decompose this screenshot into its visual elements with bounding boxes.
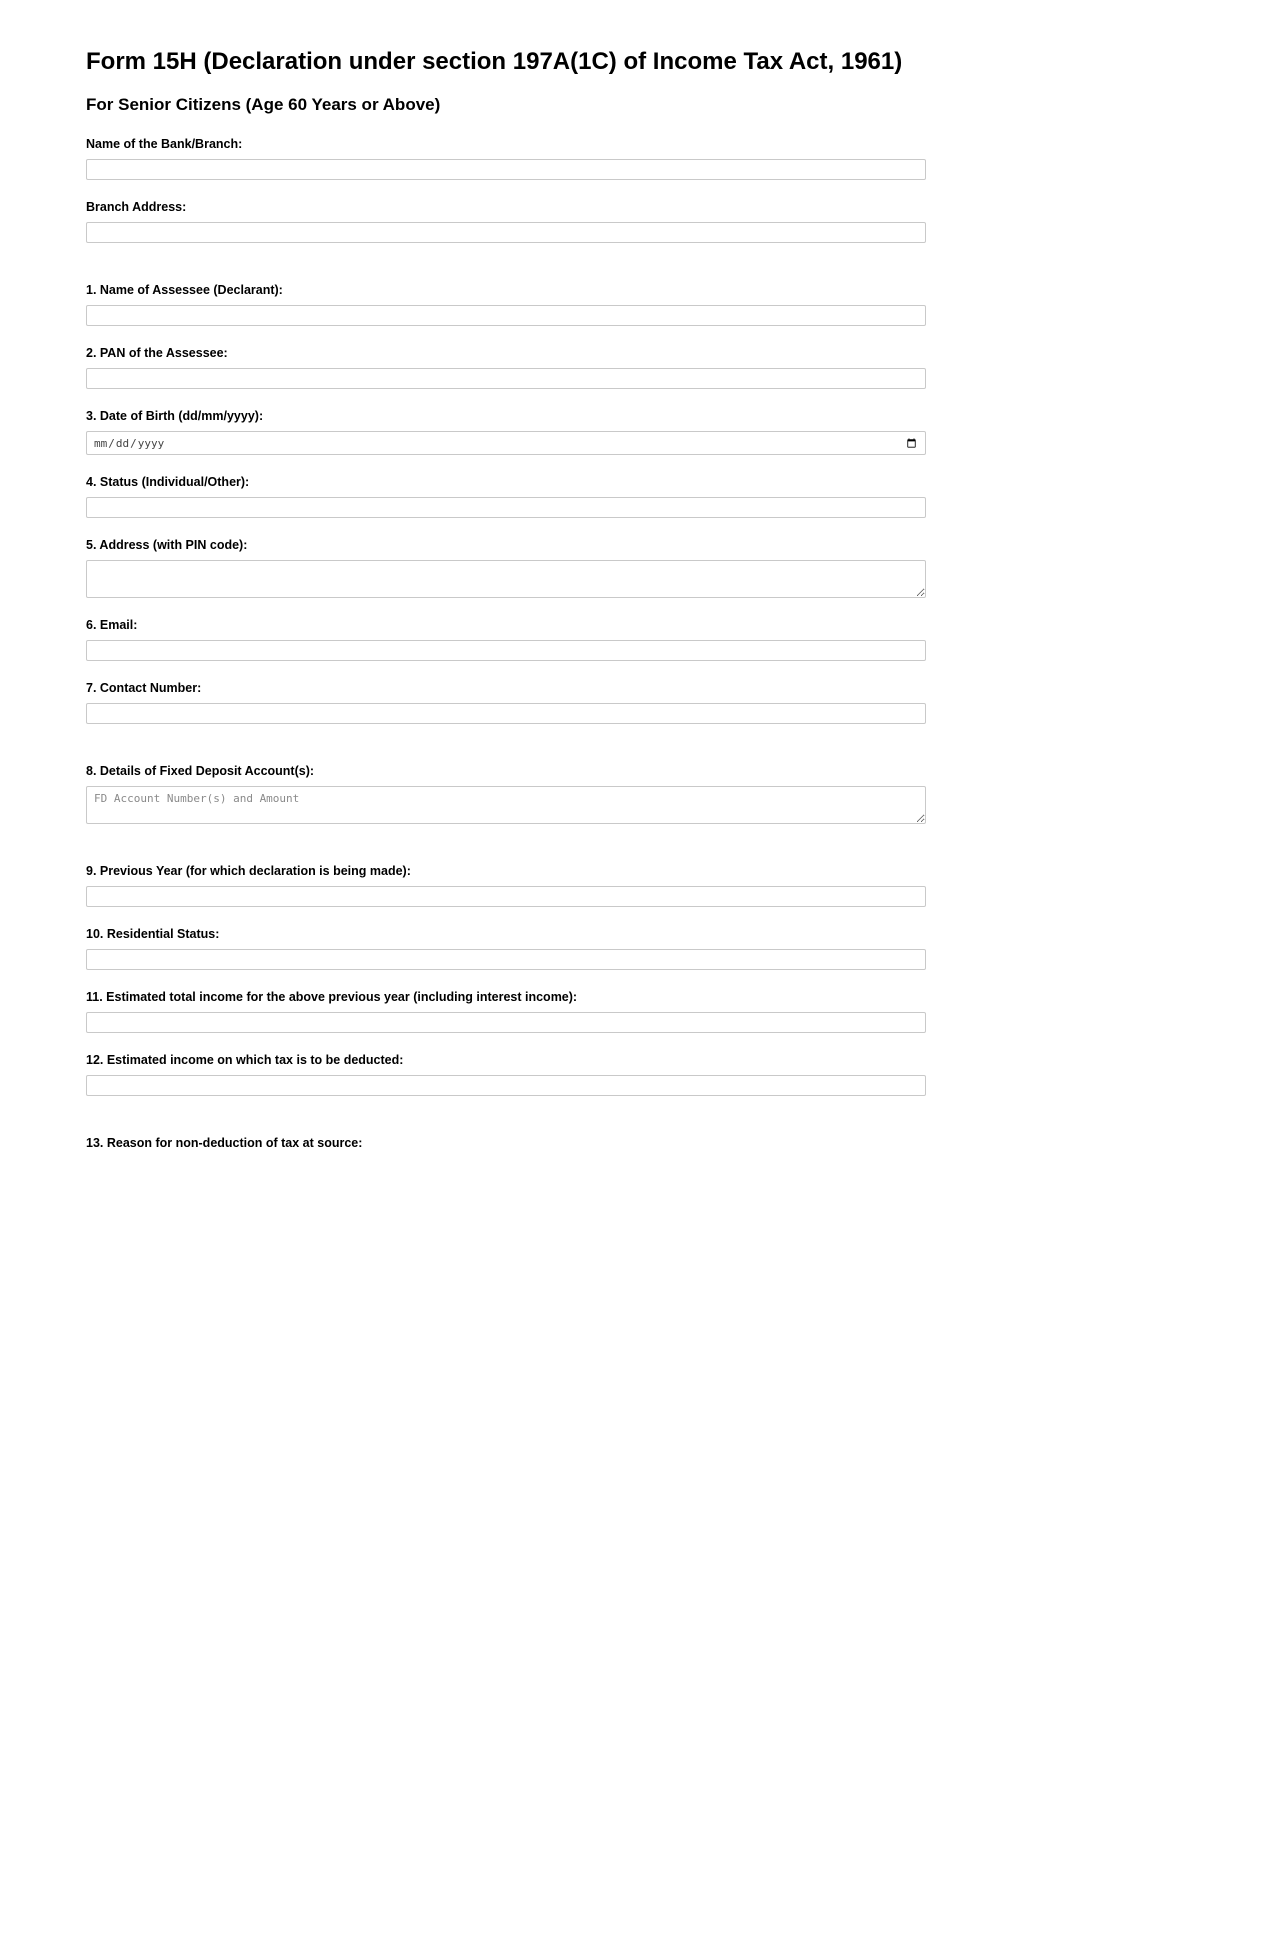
field-residential-status: [86, 927, 926, 970]
field-assessee-name: [86, 283, 926, 326]
field-pan: [86, 346, 926, 389]
date-of-birth-label: 3. Date of Birth (dd/mm/yyyy):: [86, 409, 264, 424]
field-bank-branch-name: [86, 137, 926, 180]
fd-details-label: 8. Details of Fixed Deposit Account(s):: [86, 764, 315, 779]
field-fd-details: [86, 764, 926, 824]
fd-details-textarea[interactable]: [86, 786, 926, 824]
field-estimated-total-income: [86, 990, 926, 1033]
address-textarea[interactable]: [86, 560, 926, 598]
previous-year-label: 9. Previous Year (for which declaration is being made):: [86, 864, 411, 879]
estimated-income-tax-deducted-label: 12. Estimated income on which tax is to be deducted:: [86, 1053, 404, 1068]
status-label: 4. Status (Individual/Other):: [86, 475, 250, 490]
estimated-total-income-input[interactable]: [86, 1012, 926, 1033]
pan-input[interactable]: [86, 368, 926, 389]
branch-address-label: Branch Address:: [86, 200, 187, 215]
estimated-income-tax-deducted-input[interactable]: [86, 1075, 926, 1096]
address-label: 5. Address (with PIN code):: [86, 538, 248, 553]
form-15h-container: [0, 0, 926, 1151]
estimated-total-income-label: 11. Estimated total income for the above previous year (including interest income):: [86, 990, 578, 1005]
bank-branch-name-input[interactable]: [86, 159, 926, 180]
field-estimated-income-tax-deducted: [86, 1053, 926, 1096]
branch-address-input[interactable]: [86, 222, 926, 243]
email-input[interactable]: [86, 640, 926, 661]
contact-number-input[interactable]: [86, 703, 926, 724]
email-label: 6. Email:: [86, 618, 138, 633]
field-previous-year: [86, 864, 926, 907]
field-branch-address: [86, 200, 926, 243]
bank-branch-name-label: Name of the Bank/Branch:: [86, 137, 243, 152]
contact-number-label: 7. Contact Number:: [86, 681, 202, 696]
assessee-name-input[interactable]: [86, 305, 926, 326]
date-of-birth-input[interactable]: [86, 431, 926, 455]
residential-status-label: 10. Residential Status:: [86, 927, 220, 942]
assessee-name-label: 1. Name of Assessee (Declarant):: [86, 283, 283, 298]
reason-non-deduction-label: 13. Reason for non-deduction of tax at source:: [86, 1136, 363, 1151]
pan-label: 2. PAN of the Assessee:: [86, 346, 228, 361]
field-reason-non-deduction: [86, 1136, 926, 1151]
field-status: [86, 475, 926, 518]
status-input[interactable]: [86, 497, 926, 518]
page-title: Form 15H (Declaration under section 197A(1C) of Income Tax Act, 1961): [86, 48, 903, 75]
previous-year-input[interactable]: [86, 886, 926, 907]
field-contact-number: [86, 681, 926, 724]
page-subtitle: For Senior Citizens (Age 60 Years or Above): [86, 95, 441, 115]
field-email: [86, 618, 926, 661]
residential-status-input[interactable]: [86, 949, 926, 970]
field-date-of-birth: [86, 409, 926, 455]
field-address: [86, 538, 926, 598]
